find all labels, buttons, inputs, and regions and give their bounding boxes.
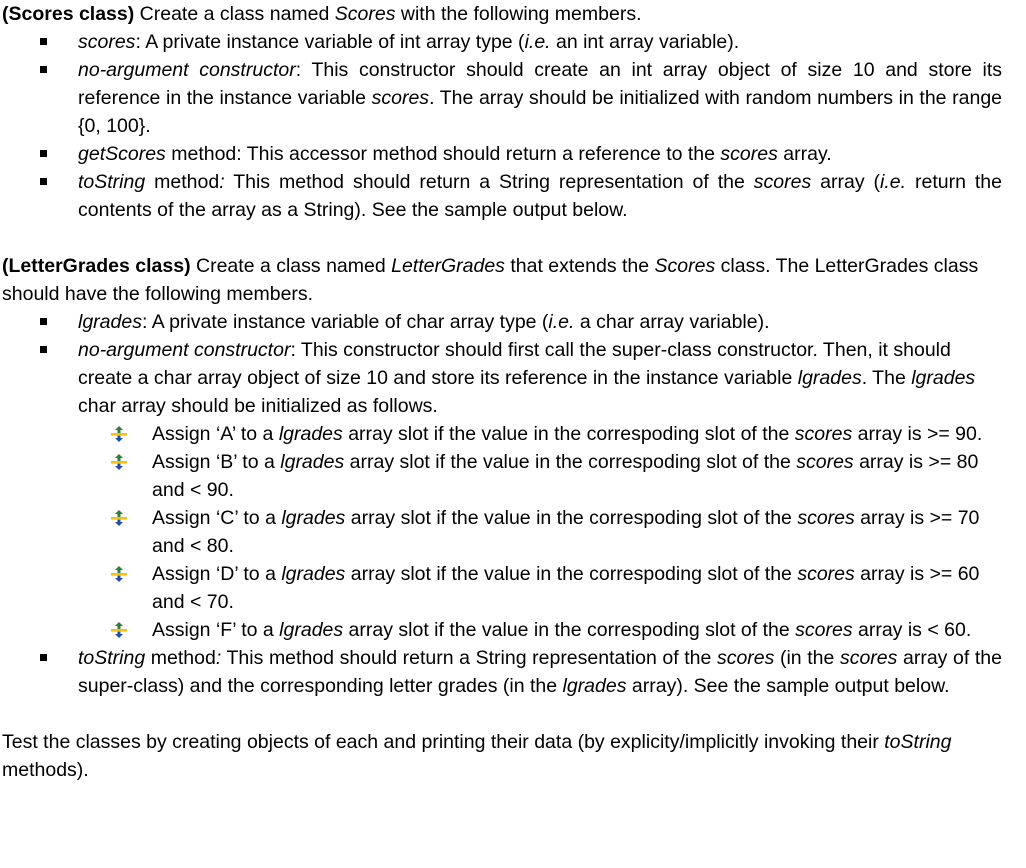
plus-arrow-bullet-icon	[110, 621, 128, 639]
lettergrades-heading: (LetterGrades class)	[2, 255, 191, 277]
square-bullet-icon	[40, 318, 47, 325]
list-item: no-argument constructor: This constructor should first call the super-class constructor. Then, it should create a char array object of size 10 and store its reference in the instance variable lgrades. The lgrades char array should be initialized as follows. Assign ‘A’ to a lgrades array slot if the value in the correspoding slot of the scores array is >= 90. Assign ‘B’ to a lgrades array slot if the value in the correspoding slot of the scores array is >= 80 and < 90. Assign ‘C’ to a lgrades array slot if the value in the correspoding slot of the scores array is >= 70 and < 80. Assign ‘D’ to a lgrades array slot if the value in the correspoding slot of the scores array is >= 60 and < 70. Assign ‘F’ to a lgrades array slot if the value in the correspoding slot of the scores array is < 60.	[78, 336, 1002, 644]
list-item: Assign ‘B’ to a lgrades array slot if the value in the correspoding slot of the scores array is >= 80 and < 90.	[152, 448, 1002, 504]
plus-arrow-bullet-icon	[110, 453, 128, 471]
lettergrades-members-list	[2, 308, 1002, 700]
scores-heading: (Scores class)	[2, 3, 135, 25]
scores-intro: (Scores class) Create a class named Scores with the following members.	[2, 3, 642, 25]
list-item: scores: A private instance variable of int array type (i.e. an int array variable).	[78, 28, 1002, 56]
square-bullet-icon	[40, 150, 47, 157]
plus-arrow-bullet-icon	[110, 425, 128, 443]
square-bullet-icon	[40, 654, 47, 661]
plus-arrow-bullet-icon	[110, 509, 128, 527]
list-item: no-argument constructor: This constructor should create an int array object of size 10 and store its reference in the instance variable scores. The array should be initialized with random numbers in the range {0, 100}.	[78, 56, 1002, 140]
list-item: Assign ‘F’ to a lgrades array slot if the value in the correspoding slot of the scores array is < 60.	[152, 616, 1002, 644]
lettergrades-intro: (LetterGrades class) Create a class named LetterGrades that extends the Scores class. The LetterGrades class should have the following members.	[2, 255, 979, 305]
list-item: toString method: This method should return a String representation of the scores array (i.e. return the contents of the array as a String). See the sample output below.	[78, 168, 1002, 224]
list-item: lgrades: A private instance variable of char array type (i.e. a char array variable).	[78, 308, 1002, 336]
list-item: toString method: This method should return a String representation of the scores (in the scores array of the super-class) and the corresponding letter grades (in the lgrades array). See the sample output below.	[78, 644, 1002, 700]
square-bullet-icon	[40, 346, 47, 353]
list-item: Assign ‘D’ to a lgrades array slot if the value in the correspoding slot of the scores array is >= 60 and < 70.	[152, 560, 1002, 616]
scores-members-list	[2, 28, 1002, 224]
assignment-document	[2, 0, 1002, 784]
list-item: Assign ‘C’ to a lgrades array slot if the value in the correspoding slot of the scores array is >= 70 and < 80.	[152, 504, 1002, 560]
test-instructions: Test the classes by creating objects of each and printing their data (by explicity/implicitly invoking their toString methods).	[2, 731, 952, 781]
square-bullet-icon	[40, 178, 47, 185]
lgrades-rules-list	[78, 420, 1002, 644]
square-bullet-icon	[40, 66, 47, 73]
list-item: getScores method: This accessor method should return a reference to the scores array.	[78, 140, 1002, 168]
square-bullet-icon	[40, 38, 47, 45]
plus-arrow-bullet-icon	[110, 565, 128, 583]
list-item: Assign ‘A’ to a lgrades array slot if the value in the correspoding slot of the scores array is >= 90.	[152, 420, 1002, 448]
